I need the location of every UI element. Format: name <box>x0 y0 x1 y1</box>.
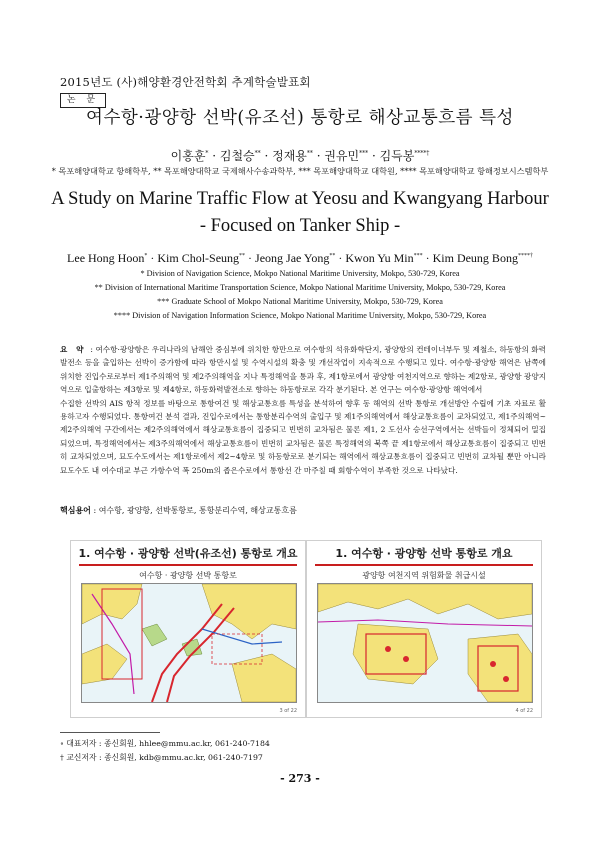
english-title-line2: - Focused on Tanker Ship - <box>199 216 401 236</box>
footnote-1 <box>60 738 270 749</box>
slide-title-rule <box>315 564 533 566</box>
keywords-label: 핵심용어 <box>60 505 91 515</box>
author-mark: *** <box>359 150 369 157</box>
english-affiliation-2: ** Division of International Maritime Transportation Science, Mokpo National Maritime University, Mokpo, 530-729, Korea <box>94 283 506 292</box>
nautical-chart-map <box>81 583 297 703</box>
author-name: Jeong Jae Yong <box>255 251 330 265</box>
english-affiliation-1: * Division of Navigation Science, Mokpo National Maritime University, Mokpo, 530-729, Korea <box>140 269 460 278</box>
footnote-divider <box>60 732 160 733</box>
facility-map <box>317 583 533 703</box>
author-name: 이홍훈 <box>170 149 206 163</box>
slide-title-rule <box>79 564 297 566</box>
category-box: 논 문 <box>60 93 106 108</box>
footnote-2 <box>60 752 263 763</box>
slide-title: 1. 여수항 · 광양항 선박(유조선) 통항로 개요 <box>78 547 298 560</box>
author-name: Kim Chol-Seung <box>157 251 240 265</box>
slide-page-number: 3 of 22 <box>279 708 297 714</box>
english-affiliation-3: *** Graduate School of Mokpo National Maritime University, Mokpo, 530-729, Korea <box>157 297 443 306</box>
author-mark: ****† <box>517 253 533 259</box>
slide-title: 1. 여수항 · 광양항 선박 통항로 개요 <box>335 547 513 560</box>
abstract-label: 요 약 <box>60 345 87 354</box>
author-mark: ** <box>239 253 246 259</box>
author-name: Kim Deung Bong <box>432 251 518 265</box>
proceedings-title: 2015년도 (사)해양환경안전학회 추계학술발표회 <box>60 75 311 89</box>
footnote-mark: ∘ <box>60 739 64 748</box>
keywords-text: : 여수항, 광양항, 선박통항로, 통항분리수역, 해상교통흐름 <box>93 506 297 515</box>
author-name: 권유민 <box>324 149 360 163</box>
footnote-mark: † <box>60 753 64 762</box>
facility-map-graphic <box>318 584 532 702</box>
author-mark: ** <box>306 150 313 157</box>
author-name: Lee Hong Hoon <box>67 251 145 265</box>
keywords <box>60 505 297 516</box>
korean-authors: 이홍훈* · 김철승** · 정재용** · 권유민*** · 김득봉****† <box>170 149 430 163</box>
slide-subtitle: 여수항 · 광양항 선박 통항로 <box>139 571 237 580</box>
english-affiliation-4: **** Division of Navigation Information Science, Mokpo National Maritime University, Mokpo, 530-729, Korea <box>113 311 487 320</box>
author-name: 김득봉 <box>379 149 415 163</box>
footnote-text: 대표저자 : 종신회원, hhlee@mmu.ac.kr, 061-240-7184 <box>66 739 270 748</box>
slide-figure-1 <box>70 540 306 718</box>
author-name: 정재용 <box>272 149 307 163</box>
author-mark: ** <box>329 253 336 259</box>
slide-page-number: 4 of 22 <box>515 708 533 714</box>
author-mark: *** <box>413 253 423 259</box>
english-title-line1: A Study on Marine Traffic Flow at Yeosu and Kwangyang Harbour <box>51 189 549 209</box>
author-mark: * <box>205 150 209 157</box>
slide-figure-2 <box>306 540 542 718</box>
footnote-text: 교신저자 : 종신회원, kdb@mmu.ac.kr, 061-240-7197 <box>66 753 263 762</box>
author-name: 김철승 <box>219 149 255 163</box>
nautical-chart-graphic <box>82 584 296 702</box>
author-mark: ****† <box>414 150 430 157</box>
author-mark: * <box>144 253 148 259</box>
abstract <box>60 343 546 477</box>
author-name: Kwon Yu Min <box>345 251 414 265</box>
english-title <box>0 186 600 240</box>
abstract-paragraph-2: 수집한 선박의 AIS 항적 정보를 바탕으로 통항여건 및 해상교통흐름 특성을 분석하여 향후 동 해역의 선박 통항로 개선방안 수립에 기초 자료로 활용하고자 수행되었다. 통항여건 분석 결과, 진입수로에서는 통항분리수역의 출입구 및 제1주의해역에서 해상교통흐름이 교차되었고, 제1주의해역~제2주의해역 구간에서는 제2주의해역에서 해상교통흐름이 집중되고 빈번히 교차됨은 물론 제1, 2 도선사 승선구역에서는 선박들이 정체되어 밀집되었으며, 특정해역에서는 제3주의해역에서 해상교통흐름이 빈번히 교차됨은 물론 특정해역의 북쪽 끝 제1항로에서 해상교통흐름이 집중되고 빈번히 교차되었으며, 묘도수도에서는 제1항로에서 제2~4항로 및 하동항로로 분기되는 해역에서 해상교통흐름이 집중되고 빈번히 교차될 뿐만 아니라 묘도수도 내 여수대교 부근 가항수역 폭 250m의 좁은수로에서 통항선 간 마주칠 때 회항수역이 부족한 것으로 나타났다. <box>60 398 546 475</box>
english-authors: Lee Hong Hoon* · Kim Chol-Seung** · Jeong Jae Yong** · Kwon Yu Min*** · Kim Deung Bong****† <box>67 251 533 265</box>
author-mark: ** <box>254 150 261 157</box>
abstract-paragraph-1: : 여수항·광양항은 우리나라의 남해안 중심부에 위치한 항만으로 여수항의 석유화학단지, 광양항의 컨테이너부두 및 제철소, 하동항의 화력발전소 등을 출입하는 선박이 증가함에 따라 항만시설 및 수역시설의 확충 및 개선작업이 지속적으로 수행되고 있다. 여수항·광양항 해역은 남쪽에 위치한 진입수로로부터 제1주의해역 및 제2주의해역을 지나 특정해역을 통과 후, 제1항로에서 광양항 여천지역으로 향하는 제2항로, 광양항 광양지역으로 입출항하는 제3항로 및 제4항로, 하동화력발전소로 향하는 하동항로로 각각 분기된다. 본 연구는 여수항·광양항 해역에서 <box>60 345 546 395</box>
korean-title: 여수항·광양항 선박(유조선) 통항로 해상교통흐름 특성 <box>86 108 514 128</box>
korean-affiliations: * 목포해양대학교 항해학부, ** 목포해양대학교 국제해사수송과학부, *** 목포해양대학교 대학원, **** 목포해양대학교 항해정보시스템학부 <box>51 166 549 176</box>
page-number: - 273 - <box>280 772 320 785</box>
slide-subtitle: 광양항 여천지역 위험화물 취급시설 <box>362 571 486 580</box>
